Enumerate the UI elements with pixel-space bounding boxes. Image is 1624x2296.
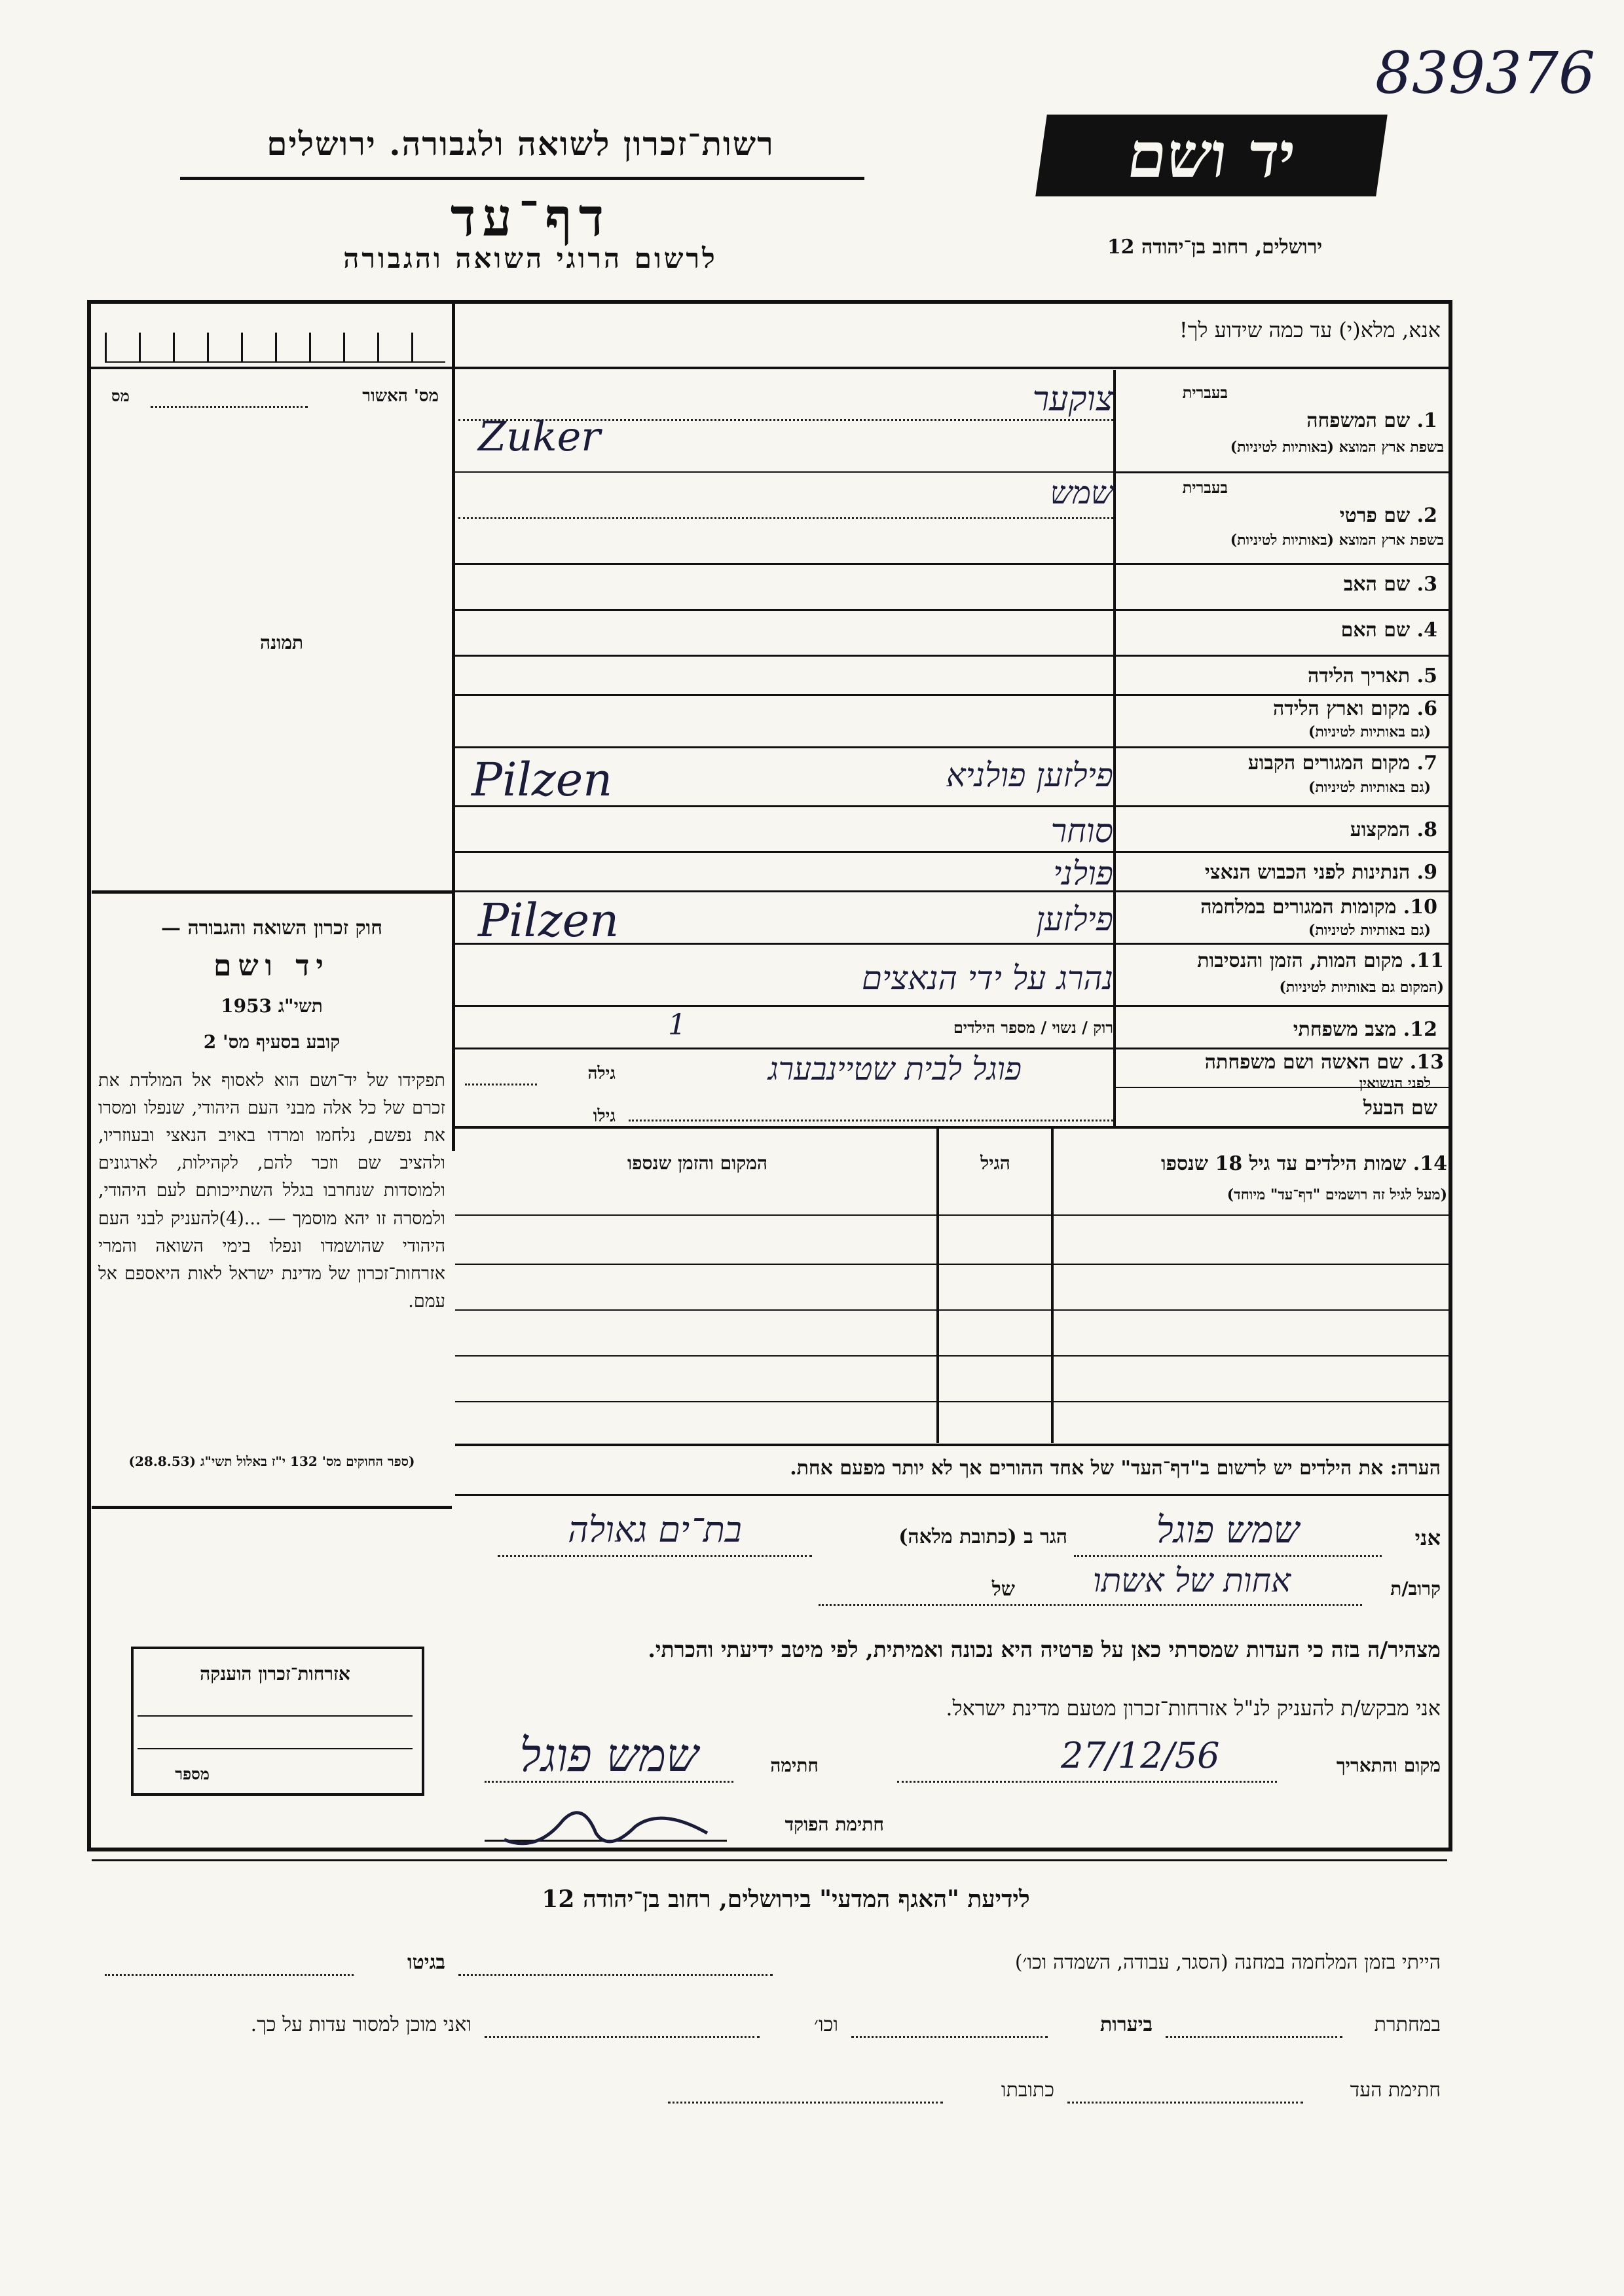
field-1-label: 1. שם המשפחה bbox=[1306, 409, 1437, 432]
field-10-value-hebrew[interactable]: פילזען bbox=[1036, 900, 1113, 938]
row-rule bbox=[455, 563, 1450, 565]
declarant-relative-dotline bbox=[819, 1604, 1362, 1606]
footer-line2-dotline bbox=[485, 2036, 760, 2038]
id-digit-boxes bbox=[105, 333, 445, 363]
signature-label: חתימה bbox=[770, 1755, 819, 1776]
photo-label: תמונה bbox=[259, 632, 304, 653]
field-1-value-latin[interactable]: Zuker bbox=[478, 412, 600, 460]
declarant-name-dotline bbox=[1074, 1555, 1382, 1557]
form-subtitle: לרשום הרוגי השואה והגבורה bbox=[343, 242, 718, 274]
footer-line1-dotline bbox=[458, 1974, 773, 1976]
declarant-relative-label: קרוב/ת bbox=[1390, 1578, 1441, 1599]
field-10-value-latin[interactable]: Pilzen bbox=[478, 894, 619, 947]
footer-line2-d: ואני מוכן למסור עדות על כך. bbox=[250, 2013, 471, 2036]
field-2-hebrew-tag: בעברית bbox=[1182, 478, 1228, 497]
footer-rule bbox=[92, 1859, 1447, 1861]
field-2-dotline bbox=[458, 517, 1113, 519]
declarant-relative[interactable]: אחות של אשתו bbox=[1092, 1561, 1291, 1599]
field-13-sublabel: לפני הנשואין bbox=[1359, 1075, 1431, 1092]
row-rule bbox=[455, 746, 1450, 748]
field-1-hebrew-tag: בעברית bbox=[1182, 383, 1228, 402]
row-rule bbox=[455, 655, 1450, 657]
note-text: הערה: את הילדים יש לרשום ב"דף־העד" של אחד ההורים אך לא יותר מפעם אחת. bbox=[790, 1457, 1441, 1480]
children-label: 14. שמות הילדים עד גיל 18 שנספו bbox=[1160, 1152, 1447, 1175]
children-header-rule bbox=[455, 1214, 1450, 1216]
law-clause: קובע בסעיף מס' 2 bbox=[203, 1031, 341, 1053]
form-title: דף־עד bbox=[450, 187, 611, 248]
children-age-header: הגיל bbox=[980, 1152, 1010, 1174]
field-9-label: 9. הנתינות לפני הכבוש הנאצי bbox=[1204, 861, 1437, 884]
declarant-residing-label: הגר ב (כתובת מלאה) bbox=[898, 1525, 1067, 1548]
certificate-title: אזרחות־זכרון הוענקה bbox=[200, 1663, 350, 1685]
row-rule bbox=[455, 851, 1450, 853]
footer-line1: הייתי בזמן המלחמה במחנה (הסגר, עבודה, השמדה וכו׳) bbox=[1014, 1951, 1441, 1974]
corner-number: 839376 bbox=[1375, 39, 1595, 107]
field-11-value[interactable]: נהרג על ידי הנאצים bbox=[861, 959, 1113, 997]
place-date-label: מקום והתאריך bbox=[1336, 1755, 1441, 1776]
footer-line2-dotline bbox=[851, 2036, 1048, 2038]
field-2-label: 2. שם פרטי bbox=[1339, 504, 1437, 527]
row-rule bbox=[455, 1048, 1450, 1049]
intro-text: אנא, מלא(י) עד כמה שידוע לך! bbox=[1179, 318, 1441, 342]
declarant-date[interactable]: 27/12/56 bbox=[1061, 1735, 1220, 1776]
note-rule bbox=[455, 1494, 1450, 1496]
field-5-label: 5. תאריך הלידה bbox=[1308, 665, 1437, 687]
field-1-value-hebrew[interactable]: צוקער bbox=[1032, 380, 1113, 419]
field-10-label: 10. מקומות המגורים במלחמה bbox=[1200, 896, 1437, 919]
children-row-rule bbox=[455, 1355, 1450, 1357]
registry-label: מס' האשור bbox=[362, 386, 439, 406]
field-12-value[interactable]: 1 bbox=[668, 1008, 686, 1042]
registry-no-label: מס bbox=[111, 386, 130, 405]
declarant-address[interactable]: בת־ים גאולה bbox=[568, 1509, 742, 1550]
certificate-rule bbox=[138, 1748, 413, 1749]
footer-line3-dotline bbox=[1067, 2102, 1303, 2104]
field-7-value-latin[interactable]: Pilzen bbox=[471, 753, 613, 807]
date-dotline bbox=[897, 1781, 1277, 1783]
footer-line3-b: כתובתו bbox=[1001, 2079, 1054, 2102]
law-title: חוק זכרון השואה והגבורה — bbox=[161, 917, 382, 939]
children-col-rule bbox=[1051, 1129, 1054, 1443]
field-1-sublabel: בשפת ארץ המוצא (באותיות לטיניות) bbox=[1230, 439, 1444, 456]
row-rule bbox=[455, 694, 1450, 696]
field-13-label: 13. שם האשה ושם משפחתה bbox=[1204, 1051, 1444, 1074]
footer-line2-a: במחתרת bbox=[1374, 2013, 1441, 2036]
husband-dotline bbox=[629, 1120, 1113, 1121]
field-12-options: רוק / נשוי / מספר הילדים bbox=[953, 1018, 1113, 1037]
declarant-i-label: אני bbox=[1414, 1525, 1441, 1550]
declarant-of-label: של bbox=[991, 1578, 1015, 1601]
law-text: תפקידו של יד־ושם הוא לאסוף אל המולדת את זכרם של כל אלה מבני העם היהודי, שנפלו ומסרו את נפשם, נלחמו ומרדו באויב הנאצי ובעוזריו, ולהציב שם וזכר להם, לקהילות, לארגונים ולמוסדות שנחרבו בגלל השתייכותם לעם היהודי, ולמסרה זו יהא מוסמך — ...(4)להעניק לבני העם היהודי שהושמדו ונפלו בימי השואה והמרי אזרחות־זכרון של מדינת ישראל לאות היאספם אל עמם. bbox=[98, 1070, 445, 1311]
footer-line3-dotline bbox=[668, 2102, 943, 2104]
declarant-address-dotline bbox=[498, 1555, 812, 1557]
field-3-label: 3. שם האב bbox=[1343, 573, 1437, 596]
children-place-header: המקום והזמן שנספו bbox=[627, 1152, 767, 1174]
header-rule bbox=[180, 177, 864, 180]
children-row-rule bbox=[455, 1309, 1450, 1311]
husband-label: שם הבעל bbox=[1363, 1097, 1437, 1120]
field-12-label: 12. מצב משפחתי bbox=[1293, 1018, 1437, 1041]
header-authority: רשות־זכרון לשואה ולגבורה. ירושלים bbox=[267, 124, 775, 163]
footer-line2-b: ביערות bbox=[1099, 2013, 1153, 2036]
certificate-number-label: מספר bbox=[175, 1764, 210, 1783]
wife-age-dotline bbox=[465, 1084, 537, 1085]
field-9-value[interactable]: פולני bbox=[1053, 854, 1113, 892]
children-col-rule bbox=[936, 1129, 939, 1443]
field-7-value-hebrew[interactable]: פילזען פולניא bbox=[946, 756, 1113, 794]
children-row-rule bbox=[455, 1264, 1450, 1265]
children-sublabel: (מעל לגיל זה רושמים "דף־עד" מיוחד) bbox=[1227, 1186, 1447, 1203]
yad-vashem-logo: יד ושם bbox=[1035, 115, 1388, 196]
field-2-value-hebrew[interactable]: שמש bbox=[1050, 475, 1113, 511]
request-text: אני מבקש/ת להעניק לנ"ל אזרחות־זכרון מטעם מדינת ישראל. bbox=[946, 1696, 1441, 1721]
certificate-rule bbox=[138, 1715, 413, 1717]
husband-age-label: גילו bbox=[593, 1106, 616, 1126]
header-address: ירושלים, רחוב בן־יהודה 12 bbox=[1107, 236, 1323, 259]
field-8-label: 8. המקצוע bbox=[1350, 818, 1437, 841]
row-rule bbox=[455, 471, 1113, 473]
field-13-value[interactable]: פוגל לבית שטיינבערג bbox=[767, 1051, 1022, 1087]
top-row-rule bbox=[87, 367, 1452, 369]
law-logo: יד ושם bbox=[213, 949, 330, 983]
row-rule bbox=[455, 1126, 1450, 1129]
field-6-label: 6. מקום וארץ הלידה bbox=[1272, 697, 1437, 720]
left-column-rule bbox=[452, 300, 455, 1151]
footer-line1-end-dotline bbox=[105, 1974, 354, 1976]
row-rule bbox=[455, 1005, 1450, 1007]
law-year: תשי"ג 1953 bbox=[221, 995, 323, 1017]
field-8-value[interactable]: סוחר bbox=[1050, 812, 1113, 850]
row-rule bbox=[1113, 471, 1450, 473]
footer-line3-a: חתימת העד bbox=[1350, 2079, 1441, 2102]
field-2-sublabel: בשפת ארץ המוצא (באותיות לטיניות) bbox=[1230, 532, 1444, 549]
inspector-label: חתימת הפוקד bbox=[784, 1813, 884, 1835]
row-rule bbox=[455, 890, 1450, 892]
footer-line2-c: וכו׳ bbox=[814, 2013, 838, 2036]
declare-text: מצהיר/ה בזה כי העדות שמסרתי כאן על פרטיה היא נכונה ואמיתית, לפי מיטב ידיעתי והכרתי. bbox=[648, 1637, 1441, 1662]
inspector-signature-mark bbox=[498, 1794, 720, 1859]
field-10-sublabel: (גם באותיות לטיניות) bbox=[1308, 922, 1431, 939]
row-rule bbox=[455, 609, 1450, 611]
field-4-label: 4. שם האם bbox=[1340, 619, 1437, 642]
wife-age-label: גילה bbox=[587, 1064, 616, 1084]
footer-line2-dotline bbox=[1166, 2036, 1342, 2038]
children-row-rule bbox=[455, 1401, 1450, 1402]
field-7-label: 7. מקום המגורים הקבוע bbox=[1247, 752, 1437, 774]
signature-dotline bbox=[485, 1781, 733, 1783]
declarant-name[interactable]: שמש פוגל bbox=[1156, 1509, 1300, 1552]
declarant-signature[interactable]: שמש פוגל bbox=[519, 1728, 699, 1782]
field-11-sublabel: (המקום גם באותיות לטיניות) bbox=[1279, 979, 1444, 996]
field-11-label: 11. מקום המות, הזמן והנסיבות bbox=[1197, 949, 1444, 972]
field-7-sublabel: (גם באותיות לטיניות) bbox=[1308, 779, 1431, 796]
registry-dotline bbox=[151, 406, 308, 408]
field-6-sublabel: (גם באותיות לטיניות) bbox=[1308, 723, 1431, 740]
footer-line1-end: בגיטו bbox=[407, 1951, 445, 1974]
footer-title: לידיעת "האגף המדעי" בירושלים, רחוב בן־יהודה 12 bbox=[542, 1886, 1030, 1913]
law-source: (ספר החוקים מס' 132 י"ז באלול תשי"ג (28.8.53) bbox=[128, 1453, 415, 1469]
children-bottom-rule bbox=[455, 1444, 1450, 1446]
